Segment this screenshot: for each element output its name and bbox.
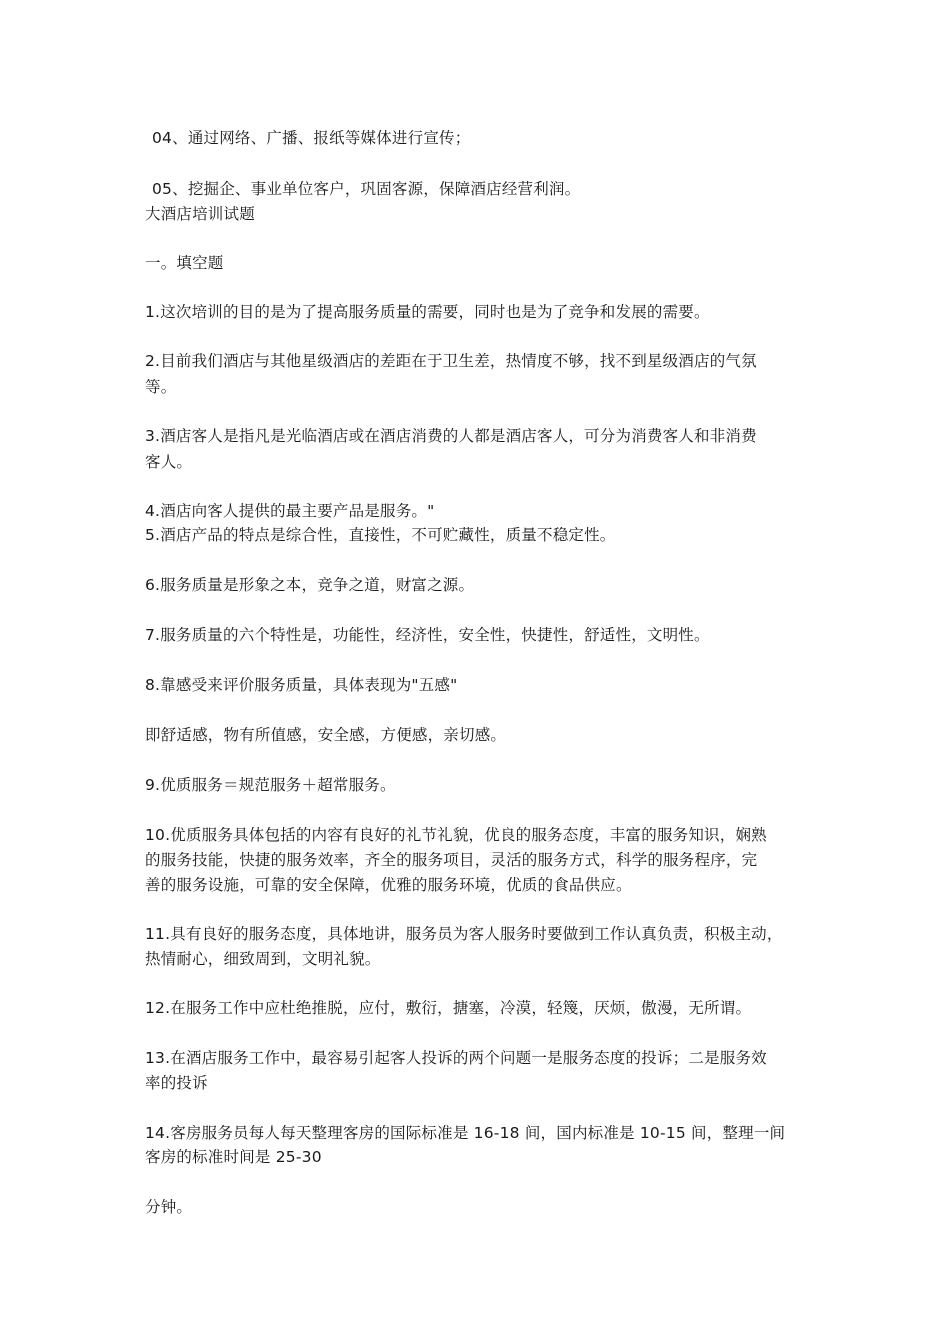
section-heading: 一。填空题 xyxy=(145,254,224,272)
text-line: 热情耐心，细致周到，文明礼貌。 xyxy=(145,950,381,968)
text-line: 4.酒店向客人提供的最主要产品是服务。" xyxy=(145,502,435,520)
text-line: 2.目前我们酒店与其他星级酒店的差距在于卫生差，热情度不够，找不到星级酒店的气氛 xyxy=(145,352,757,370)
text-line: 7.服务质量的六个特性是，功能性，经济性，安全性，快捷性，舒适性，文明性。 xyxy=(145,626,710,644)
text-line: 8.靠感受来评价服务质量，具体表现为"五感" xyxy=(145,676,458,694)
document-title: 大酒店培训试题 xyxy=(145,205,255,223)
text-line: 即舒适感，物有所值感，安全感，方便感，亲切感。 xyxy=(145,726,507,744)
text-line: 6.服务质量是形象之本，竞争之道，财富之源。 xyxy=(145,576,475,594)
text-line: 5.酒店产品的特点是综合性，直接性，不可贮藏性，质量不稳定性。 xyxy=(145,526,616,544)
text-line: 善的服务设施，可靠的安全保障，优雅的服务环境，优质的食品供应。 xyxy=(145,876,632,894)
text-line: 率的投诉 xyxy=(145,1074,208,1092)
text-line: 10.优质服务具体包括的内容有良好的礼节礼貌，优良的服务态度，丰富的服务知识，娴熟 xyxy=(145,826,767,844)
text-line: 14.客房服务员每人每天整理客房的国际标准是 16-18 间，国内标准是 10-15 间，整理一间 xyxy=(145,1124,786,1142)
text-line: 1.这次培训的目的是为了提高服务质量的需要，同时也是为了竞争和发展的需要。 xyxy=(145,303,710,321)
text-line: 客人。 xyxy=(145,453,193,471)
text-line: 的服务技能，快捷的服务效率，齐全的服务项目，灵活的服务方式，科学的服务程序，完 xyxy=(145,851,758,869)
text-line: 05、挖掘企、事业单位客户，巩固客源，保障酒店经营利润。 xyxy=(152,180,581,198)
text-line: 客房的标准时间是 25-30 xyxy=(145,1148,322,1166)
text-line: 12.在服务工作中应杜绝推脱，应付，敷衍，搪塞，冷漠，轻篾，厌烦，傲漫，无所谓。 xyxy=(145,999,752,1017)
text-line: 等。 xyxy=(145,378,177,396)
text-line: 11.具有良好的服务态度，具体地讲，服务员为客人服务时要做到工作认真负责，积极主动， xyxy=(145,925,783,943)
text-line: 04、通过网络、广播、报纸等媒体进行宣传； xyxy=(152,129,471,147)
text-line: 9.优质服务＝规范服务＋超常服务。 xyxy=(145,776,396,794)
text-line: 3.酒店客人是指凡是光临酒店或在酒店消费的人都是酒店客人，可分为消费客人和非消费 xyxy=(145,427,757,445)
text-line: 13.在酒店服务工作中，最容易引起客人投诉的两个问题一是服务态度的投诉；二是服务效 xyxy=(145,1049,767,1067)
text-line: 分钟。 xyxy=(145,1198,193,1216)
